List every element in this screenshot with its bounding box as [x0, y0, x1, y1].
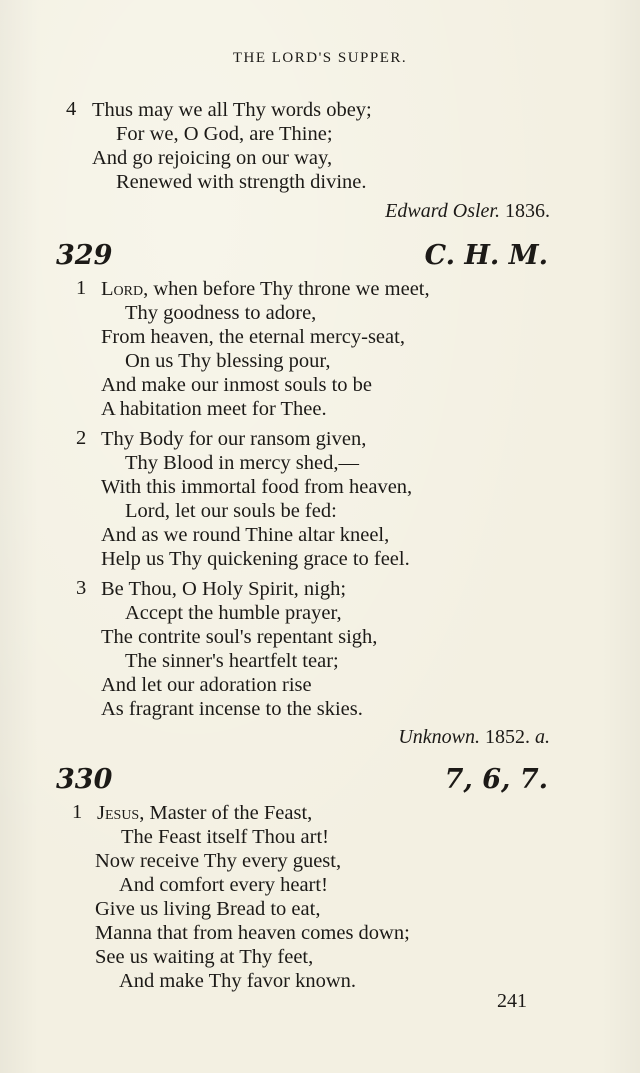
verse-line: Renewed with strength divine. [116, 171, 367, 193]
verse-line: Lord, let our souls be fed: [125, 500, 337, 522]
stanza-number: 4 [66, 98, 77, 120]
author: Unknown. [398, 726, 480, 748]
verse-line: With this immortal food from heaven, [101, 476, 413, 498]
verse-line: Accept the humble prayer, [125, 602, 342, 624]
hymn-329-attribution [398, 726, 550, 749]
verse-line: The contrite soul's repentant sigh, [101, 626, 378, 648]
verse-line: Manna that from heaven comes down; [95, 922, 410, 944]
prev-hymn-attribution [385, 200, 550, 223]
verse-line: And go rejoicing on our way, [92, 147, 333, 169]
verse-line: For we, O God, are Thine; [116, 123, 333, 145]
verse-line: Thy goodness to adore, [125, 302, 317, 324]
first-line-rest: Master of the Feast, [144, 802, 313, 824]
running-head: THE LORD'S SUPPER. [232, 50, 408, 66]
verse-line: And make Thy favor known. [119, 970, 357, 992]
hymn-number: 329 [56, 240, 113, 271]
first-word: Lord, [101, 278, 149, 300]
verse-line: Give us living Bread to eat, [95, 898, 321, 920]
author: Edward Osler. [385, 200, 500, 222]
verse-line: And comfort every heart! [119, 874, 328, 896]
year: 1852. [485, 726, 530, 748]
stanza-number: 3 [76, 577, 87, 599]
verse-line: And make our inmost souls to be [101, 374, 373, 396]
verse-line [97, 801, 312, 825]
verse-line: Thus may we all Thy words obey; [92, 99, 372, 121]
verse-line: On us Thy blessing pour, [125, 350, 331, 372]
verse-line: Thy Blood in mercy shed,— [125, 452, 360, 474]
verse-line: And as we round Thine altar kneel, [101, 524, 390, 546]
year: 1836. [505, 200, 550, 222]
hymn-number: 330 [56, 764, 113, 795]
hymn-meter: C. H. M. [424, 240, 548, 271]
first-word: Jesus, [97, 802, 145, 824]
verse-line: Help us Thy quickening grace to feel. [101, 548, 410, 570]
stanza-number: 1 [72, 801, 83, 823]
verse-line: A habitation meet for Thee. [101, 398, 327, 420]
verse-line: And let our adoration rise [101, 674, 312, 696]
verse-line: See us waiting at Thy feet, [95, 946, 314, 968]
first-line-rest: when before Thy throne we meet, [148, 278, 430, 300]
verse-line: Now receive Thy every guest, [95, 850, 342, 872]
verse-line [101, 277, 430, 301]
hymn-meter: 7, 6, 7. [444, 764, 548, 795]
stanza-number: 2 [76, 427, 87, 449]
source-mark: a. [535, 726, 550, 748]
verse-line: Be Thou, O Holy Spirit, nigh; [101, 578, 347, 600]
verse-line: As fragrant incense to the skies. [101, 698, 363, 720]
verse-line: The sinner's heartfelt tear; [125, 650, 339, 672]
verse-line: The Feast itself Thou art! [121, 826, 329, 848]
stanza-number: 1 [76, 277, 87, 299]
page-number: 241 [497, 990, 527, 1012]
verse-line: Thy Body for our ransom given, [101, 428, 367, 450]
verse-line: From heaven, the eternal mercy-seat, [101, 326, 405, 348]
